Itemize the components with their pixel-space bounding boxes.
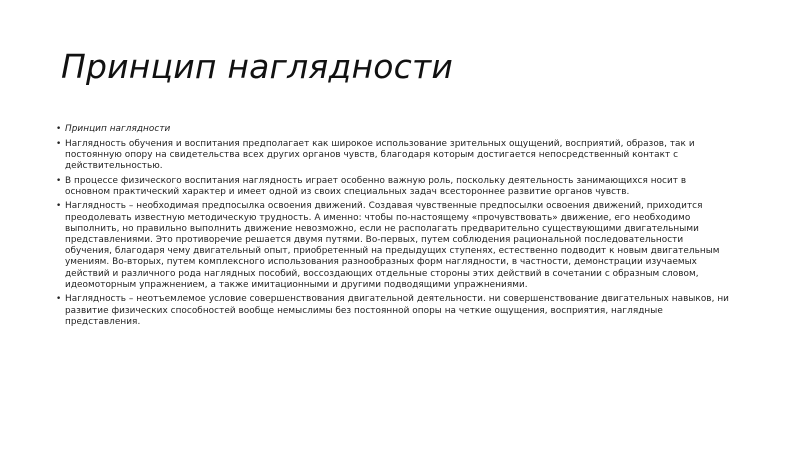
bullet-icon: • bbox=[56, 175, 62, 186]
list-item-text: Принцип наглядности bbox=[65, 124, 171, 134]
slide-title: Принцип наглядности bbox=[61, 47, 454, 86]
list-item-text: Наглядность – неотъемлемое условие совершенствования двигательной деятельности. ни совершенствование двигательных навыков, ни развитие физических способностей вообще немыслимы без постоянной опоры на четкие ощущения, восприятия, наглядные представления. bbox=[65, 294, 729, 327]
list-item bbox=[56, 139, 731, 173]
list-item-text: Наглядность – необходимая предпосылка освоения движений. Создавая чувственные предпосылки освоения движений, приходится преодолевать известную методическую трудность. А именно: чтобы по-настоящему «прочувствовать» движение, его необходимо выполнить, но правильно выполнить движение невозможно, если не располагать предварительно существующими двигательными представлениями. Это противоречие решается двумя путями. Во-первых, путем соблюдения рациональной последовательности обучения, благодаря чему двигательный опыт, приобретенный на предыдущих ступенях, естественно подводит к новым двигательным умениям. Во-вторых, путем комплексного использования разнообразных форм наглядности, в частности, демонстрации изучаемых действий и различного рода наглядных пособий, воссоздающих отдельные стороны этих действий в сочетании с образным словом, идеомоторным упражнением, а также имитационными и другими подводящими упражнениями. bbox=[65, 201, 720, 290]
list-item bbox=[56, 201, 731, 291]
list-item bbox=[56, 294, 731, 328]
bullet-icon: • bbox=[56, 294, 62, 305]
bullet-icon: • bbox=[56, 201, 62, 212]
list-item bbox=[56, 176, 731, 198]
bullet-icon: • bbox=[56, 124, 62, 134]
list-item-text: В процессе физического воспитания наглядность играет особенно важную роль, поскольку деятельность занимающихся носит в основном практический характер и имеет одной из своих специальных задач всестороннее развитие органов чувств. bbox=[65, 175, 687, 197]
list-item bbox=[56, 124, 731, 135]
bullet-icon: • bbox=[56, 138, 62, 149]
list-item-text: Наглядность обучения и воспитания предполагает как широкое использование зрительных ощущений, восприятий, образов, так и постоянную опору на свидетельства всех других органов чувств, благодаря которым достигается непосредственный контакт с действительностью. bbox=[65, 138, 695, 171]
bullet-list bbox=[56, 124, 731, 331]
